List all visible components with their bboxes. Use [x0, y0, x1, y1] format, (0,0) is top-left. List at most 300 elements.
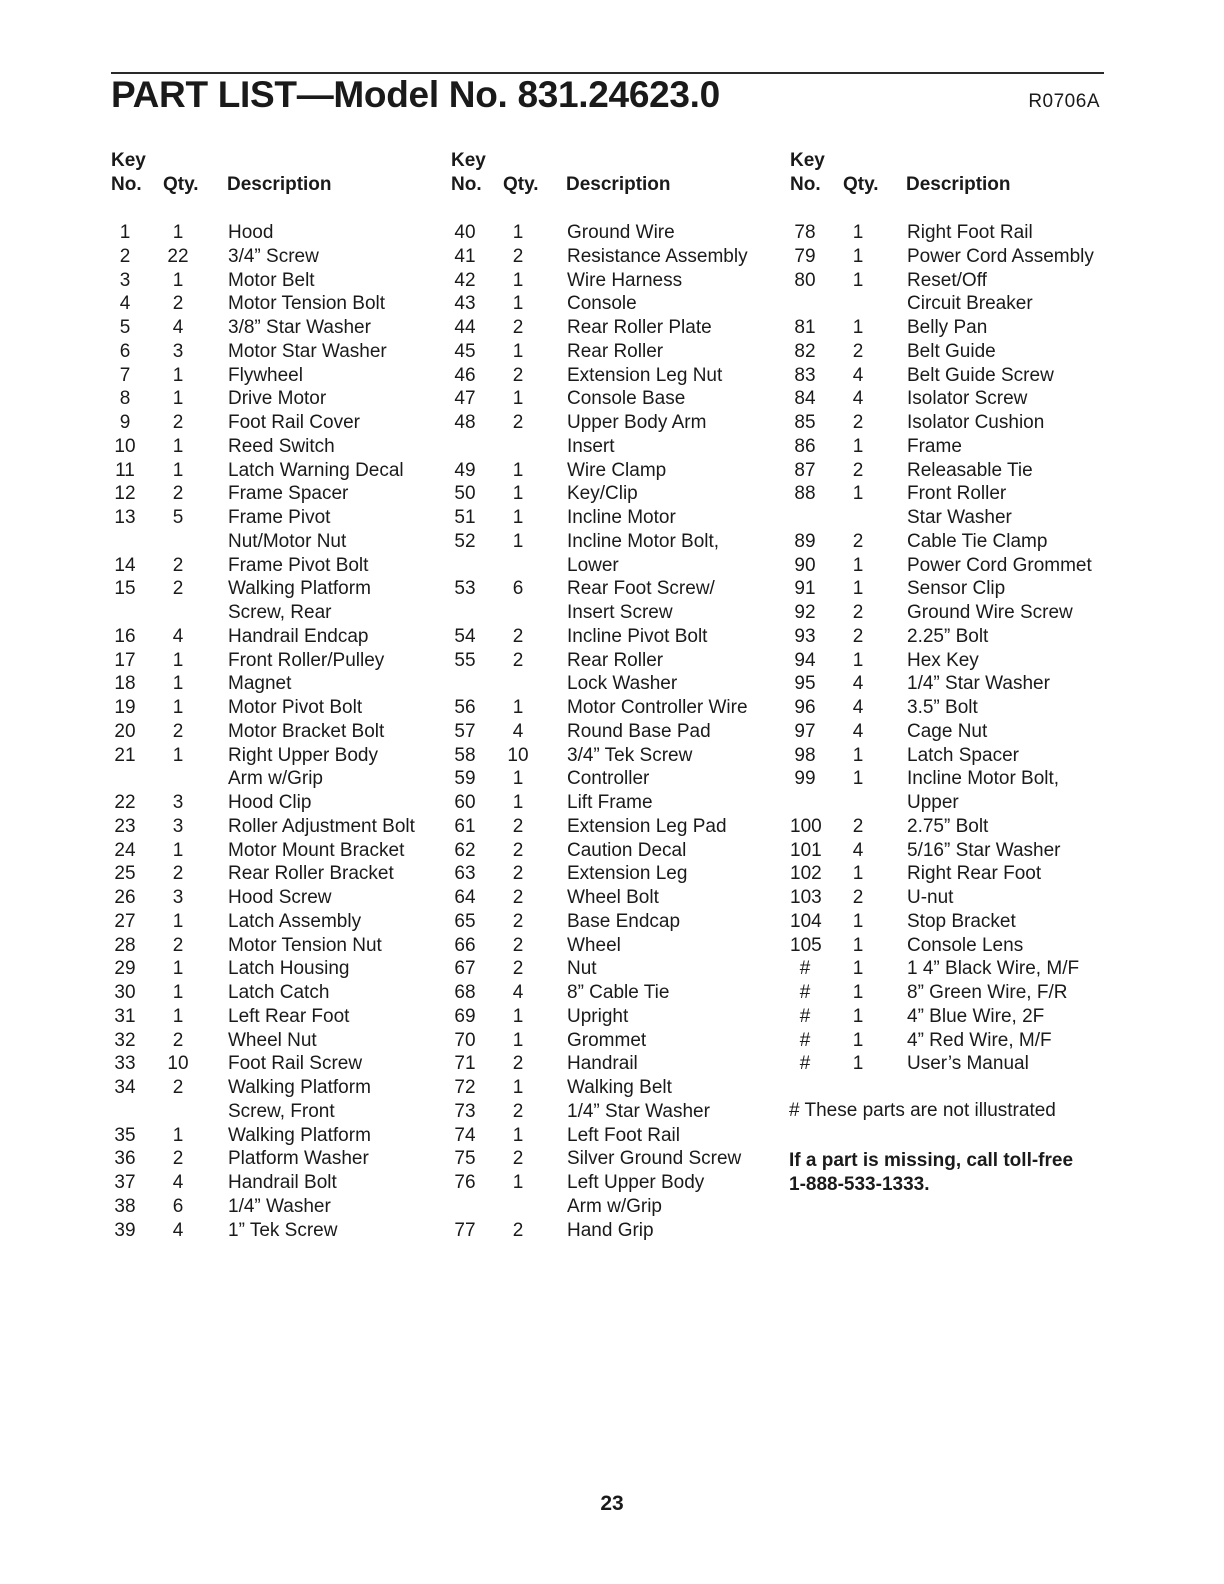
part-description: Hex Key — [907, 649, 979, 671]
key-number: 77 — [454, 1219, 476, 1241]
quantity: 1 — [512, 1172, 524, 1193]
header-key-top: Key — [111, 150, 146, 171]
part-description: Hood Clip — [228, 792, 312, 813]
part-description: Nut — [567, 958, 597, 980]
quantity: 1 — [512, 768, 524, 790]
part-description: Extension Leg Pad — [567, 815, 727, 837]
part-description: Frame Spacer — [228, 483, 349, 505]
quantity: 2 — [512, 934, 524, 956]
quantity: 2 — [512, 839, 524, 861]
key-number: 95 — [794, 673, 816, 695]
part-description: Belt Guide — [907, 340, 996, 362]
quantity: 4 — [852, 364, 864, 386]
part-description: Foot Rail Cover — [228, 412, 360, 433]
quantity: 1 — [852, 958, 864, 980]
part-description: Incline Motor Bolt, — [907, 768, 1060, 790]
part-description: Lock Washer — [567, 673, 678, 695]
key-number: 35 — [114, 1124, 136, 1146]
quantity: 1 — [512, 1077, 524, 1098]
key-number: 91 — [794, 578, 816, 600]
part-description: Motor Bracket Bolt — [228, 720, 385, 742]
quantity: 1 — [172, 958, 184, 980]
part-description: Roller Adjustment Bolt — [228, 815, 415, 837]
part-description: Cable Tie Clamp — [907, 530, 1048, 552]
part-description: Foot Rail Screw — [228, 1053, 363, 1075]
key-number: 27 — [114, 910, 136, 932]
header-description: Description — [906, 174, 1011, 195]
quantity: 1 — [172, 910, 184, 932]
key-number: 72 — [454, 1077, 476, 1098]
key-number: 29 — [114, 958, 136, 980]
quantity: 2 — [512, 863, 524, 885]
quantity: 4 — [172, 317, 184, 338]
part-description: 1/4” Star Washer — [907, 673, 1050, 695]
key-number: 78 — [794, 222, 816, 243]
key-number: 24 — [114, 839, 136, 861]
header-key-top: Key — [790, 150, 825, 171]
quantity: 1 — [512, 507, 524, 528]
part-description: Base Endcap — [567, 910, 681, 932]
part-description: Frame — [907, 435, 962, 457]
quantity: 6 — [172, 1195, 184, 1217]
key-number: 71 — [454, 1053, 476, 1075]
part-description: Latch Spacer — [907, 744, 1019, 766]
quantity: 1 — [852, 1029, 864, 1051]
quantity: 4 — [172, 625, 184, 647]
header-qty: Qty. — [843, 174, 879, 195]
quantity: 3 — [172, 792, 184, 813]
part-description: Insert — [567, 435, 615, 457]
key-number: 60 — [454, 792, 476, 813]
key-number: 69 — [454, 1005, 476, 1027]
key-number: 56 — [454, 697, 476, 718]
part-description: Extension Leg — [567, 863, 688, 885]
quantity: 1 — [172, 697, 184, 718]
part-description: Handrail Endcap — [228, 625, 369, 647]
key-number: 54 — [454, 625, 476, 647]
part-description: Belly Pan — [907, 317, 988, 338]
header-qty: Qty. — [503, 174, 539, 195]
key-number: 20 — [114, 720, 136, 742]
key-number: 68 — [454, 982, 476, 1003]
part-description: Console Base — [567, 388, 686, 410]
quantity: 10 — [507, 744, 529, 766]
header-key-no: No. — [451, 174, 482, 195]
key-number: 49 — [454, 459, 476, 481]
key-number: 99 — [794, 768, 816, 790]
quantity: 1 — [852, 910, 864, 932]
key-number: 79 — [794, 245, 816, 267]
key-number: 22 — [114, 792, 136, 813]
key-number: 48 — [454, 412, 476, 433]
quantity: 1 — [852, 744, 864, 766]
part-description: Console Lens — [907, 934, 1024, 956]
part-description: Cage Nut — [907, 720, 988, 742]
part-description: Hood Screw — [228, 887, 332, 908]
key-number: 18 — [114, 673, 136, 695]
key-number: 47 — [454, 388, 476, 410]
key-number: 8 — [119, 388, 131, 410]
key-number: 52 — [454, 530, 476, 552]
quantity: 4 — [852, 697, 864, 718]
key-number: 40 — [454, 222, 476, 243]
quantity: 1 — [512, 269, 524, 291]
quantity: 2 — [512, 1100, 524, 1122]
key-number: 26 — [114, 887, 136, 908]
part-description: Silver Ground Screw — [567, 1148, 742, 1170]
quantity: 1 — [172, 649, 184, 671]
page-number: 23 — [600, 1492, 624, 1515]
part-description: Belt Guide Screw — [907, 364, 1054, 386]
quantity: 2 — [852, 887, 864, 908]
key-number: 32 — [114, 1029, 136, 1051]
quantity: 2 — [512, 1053, 524, 1075]
quantity: 4 — [172, 1172, 184, 1193]
part-description: 5/16” Star Washer — [907, 839, 1061, 861]
part-description: Frame Pivot — [228, 507, 331, 528]
key-number: 41 — [454, 245, 476, 267]
key-number: 75 — [454, 1148, 476, 1170]
quantity: 10 — [167, 1053, 189, 1075]
part-description: 2.75” Bolt — [907, 815, 989, 837]
key-number: 7 — [119, 364, 131, 386]
part-description: Lift Frame — [567, 792, 653, 813]
part-description: 3/4” Screw — [228, 245, 319, 267]
part-description: Front Roller/Pulley — [228, 649, 385, 671]
quantity: 1 — [852, 1005, 864, 1027]
quantity: 1 — [172, 1124, 184, 1146]
key-number: 81 — [794, 317, 816, 338]
quantity: 4 — [852, 839, 864, 861]
key-number: 53 — [454, 578, 476, 600]
quantity: 2 — [172, 1148, 184, 1170]
part-description: Walking Belt — [567, 1077, 672, 1098]
quantity: 4 — [852, 673, 864, 695]
part-description: 1/4” Star Washer — [567, 1100, 710, 1122]
key-number: 61 — [454, 815, 476, 837]
part-description: Round Base Pad — [567, 720, 711, 742]
key-number: 2 — [119, 245, 131, 267]
key-number: 3 — [119, 269, 131, 291]
part-description: Motor Tension Nut — [228, 934, 382, 956]
quantity: 1 — [512, 1029, 524, 1051]
part-description: Console — [567, 293, 637, 315]
key-number: 85 — [794, 412, 816, 433]
part-description: Right Upper Body — [228, 744, 378, 766]
quantity: 2 — [172, 720, 184, 742]
quantity: 1 — [512, 222, 524, 243]
part-description: Upper Body Arm — [567, 412, 707, 433]
part-description: Wheel — [567, 934, 621, 956]
key-number: 19 — [114, 697, 136, 718]
key-number: 9 — [119, 412, 131, 433]
quantity: 2 — [852, 340, 864, 362]
part-description: 4” Blue Wire, 2F — [907, 1005, 1045, 1027]
quantity: 2 — [512, 910, 524, 932]
part-description: Hood — [228, 222, 274, 243]
key-number: 59 — [454, 768, 476, 790]
part-description: Screw, Front — [228, 1100, 335, 1122]
quantity: 2 — [172, 1029, 184, 1051]
quantity: 1 — [852, 649, 864, 671]
part-description: Motor Belt — [228, 269, 315, 291]
part-description: Power Cord Grommet — [907, 554, 1092, 576]
part-description: 1 4” Black Wire, M/F — [907, 958, 1080, 980]
quantity: 1 — [852, 982, 864, 1003]
quantity: 2 — [172, 293, 184, 315]
key-number: 39 — [114, 1219, 136, 1241]
part-description: Ground Wire Screw — [907, 602, 1073, 623]
key-number: 42 — [454, 269, 476, 291]
part-description: Star Washer — [907, 507, 1012, 528]
not-illustrated-note: # These parts are not illustrated — [789, 1100, 1056, 1121]
key-number: # — [799, 1029, 811, 1051]
part-description: Hand Grip — [567, 1219, 654, 1241]
part-description: 8” Cable Tie — [567, 982, 670, 1003]
part-description: 1/4” Washer — [228, 1195, 331, 1217]
part-description: Ground Wire — [567, 222, 675, 243]
quantity: 4 — [512, 720, 524, 742]
quantity: 4 — [172, 1219, 184, 1241]
part-description: Insert Screw — [567, 602, 673, 623]
quantity: 2 — [852, 530, 864, 552]
key-number: 65 — [454, 910, 476, 932]
key-number: 64 — [454, 887, 476, 908]
part-description: Sensor Clip — [907, 578, 1006, 600]
quantity: 2 — [172, 934, 184, 956]
part-description: Reed Switch — [228, 435, 335, 457]
key-number: # — [799, 982, 811, 1003]
key-number: 62 — [454, 839, 476, 861]
part-description: User’s Manual — [907, 1053, 1029, 1075]
key-number: 12 — [114, 483, 136, 505]
key-number: 98 — [794, 744, 816, 766]
part-description: Upper — [907, 792, 959, 813]
key-number: # — [799, 958, 811, 980]
quantity: 2 — [852, 412, 864, 433]
part-description: Isolator Screw — [907, 388, 1028, 410]
quantity: 3 — [172, 887, 184, 908]
key-number: 66 — [454, 934, 476, 956]
quantity: 1 — [172, 269, 184, 291]
key-number: 4 — [119, 293, 131, 315]
quantity: 2 — [512, 815, 524, 837]
part-description: Front Roller — [907, 483, 1007, 505]
quantity: 1 — [512, 293, 524, 315]
quantity: 2 — [512, 317, 524, 338]
part-description: Magnet — [228, 673, 292, 695]
key-number: 13 — [114, 507, 136, 528]
part-description: Stop Bracket — [907, 910, 1016, 932]
part-description: Rear Roller Plate — [567, 317, 712, 338]
quantity: 1 — [852, 554, 864, 576]
key-number: 89 — [794, 530, 816, 552]
part-description: Extension Leg Nut — [567, 364, 723, 386]
key-number: 70 — [454, 1029, 476, 1051]
part-description: Wheel Nut — [228, 1029, 317, 1051]
part-description: Grommet — [567, 1029, 647, 1051]
part-description: Wheel Bolt — [567, 887, 659, 908]
key-number: 36 — [114, 1148, 136, 1170]
part-description: Walking Platform — [228, 1077, 371, 1098]
part-description: Motor Pivot Bolt — [228, 697, 363, 718]
quantity: 1 — [172, 839, 184, 861]
key-number: 58 — [454, 744, 476, 766]
key-number: 105 — [790, 934, 822, 956]
quantity: 1 — [512, 1005, 524, 1027]
quantity: 2 — [512, 364, 524, 386]
quantity: 1 — [512, 388, 524, 410]
key-number: 73 — [454, 1100, 476, 1122]
header-description: Description — [227, 174, 332, 195]
part-description: Incline Motor Bolt, — [567, 530, 720, 552]
key-number: 1 — [119, 222, 131, 243]
quantity: 1 — [172, 222, 184, 243]
part-description: Rear Foot Screw/ — [567, 578, 715, 600]
key-number: 44 — [454, 317, 476, 338]
part-description: Walking Platform — [228, 1124, 371, 1146]
part-description: Motor Controller Wire — [567, 697, 748, 718]
quantity: 1 — [852, 1053, 864, 1075]
quantity: 1 — [512, 459, 524, 481]
key-number: 46 — [454, 364, 476, 386]
key-number: 34 — [114, 1077, 136, 1098]
quantity: 2 — [512, 887, 524, 908]
part-description: Circuit Breaker — [907, 293, 1033, 315]
key-number: 51 — [454, 507, 476, 528]
part-description: Lower — [567, 554, 619, 576]
part-description: Drive Motor — [228, 388, 327, 410]
quantity: 1 — [852, 435, 864, 457]
document-code: R0706A — [1028, 91, 1100, 112]
part-description: Latch Housing — [228, 958, 350, 980]
part-description: Rear Roller — [567, 649, 664, 671]
key-number: 50 — [454, 483, 476, 505]
quantity: 22 — [167, 245, 189, 267]
key-number: 100 — [790, 815, 822, 837]
quantity: 1 — [172, 982, 184, 1003]
quantity: 1 — [852, 863, 864, 885]
quantity: 1 — [852, 317, 864, 338]
part-description: Latch Assembly — [228, 910, 362, 932]
part-description: 3/4” Tek Screw — [567, 744, 693, 766]
quantity: 2 — [172, 554, 184, 576]
quantity: 1 — [172, 744, 184, 766]
key-number: 23 — [114, 815, 136, 837]
quantity: 3 — [172, 815, 184, 837]
quantity: 2 — [852, 625, 864, 647]
quantity: 1 — [852, 483, 864, 505]
quantity: 1 — [512, 483, 524, 505]
part-description: Isolator Cushion — [907, 412, 1045, 433]
key-number: 86 — [794, 435, 816, 457]
key-number: # — [799, 1005, 811, 1027]
header-key-top: Key — [451, 150, 486, 171]
quantity: 2 — [172, 1077, 184, 1098]
key-number: 102 — [790, 863, 822, 885]
quantity: 1 — [172, 388, 184, 410]
part-description: Left Foot Rail — [567, 1124, 680, 1146]
key-number: 17 — [114, 649, 136, 671]
key-number: 55 — [454, 649, 476, 671]
quantity: 1 — [172, 673, 184, 695]
key-number: 63 — [454, 863, 476, 885]
key-number: 96 — [794, 697, 816, 718]
quantity: 1 — [172, 364, 184, 386]
quantity: 2 — [512, 649, 524, 671]
quantity: 4 — [512, 982, 524, 1003]
part-description: Resistance Assembly — [567, 245, 748, 267]
part-description: Flywheel — [228, 364, 303, 386]
toll-free-number: 1-888-533-1333. — [789, 1173, 930, 1195]
key-number: 11 — [115, 459, 135, 481]
key-number: 16 — [114, 625, 136, 647]
quantity: 1 — [512, 530, 524, 552]
header-description: Description — [566, 174, 671, 195]
quantity: 4 — [852, 388, 864, 410]
part-description: Upright — [567, 1005, 629, 1027]
part-description: 4” Red Wire, M/F — [907, 1029, 1052, 1051]
quantity: 2 — [172, 412, 184, 433]
part-description: Platform Washer — [228, 1148, 369, 1170]
header-key-no: No. — [790, 174, 821, 195]
part-description: Latch Catch — [228, 982, 330, 1003]
key-number: 10 — [114, 435, 136, 457]
key-number: 38 — [114, 1195, 136, 1217]
part-description: Rear Roller — [567, 340, 664, 362]
quantity: 1 — [852, 578, 864, 600]
quantity: 1 — [172, 435, 184, 457]
quantity: 2 — [512, 1219, 524, 1241]
part-description: Arm w/Grip — [567, 1195, 662, 1217]
part-description: Screw, Rear — [228, 602, 332, 623]
key-number: 31 — [114, 1005, 136, 1027]
key-number: 80 — [794, 269, 816, 291]
quantity: 2 — [512, 625, 524, 647]
part-description: Motor Tension Bolt — [228, 293, 386, 315]
part-description: Nut/Motor Nut — [228, 530, 347, 552]
part-description: Frame Pivot Bolt — [228, 554, 369, 576]
quantity: 2 — [172, 863, 184, 885]
part-description: Incline Motor — [567, 507, 676, 528]
missing-part-text: If a part is missing, call toll-free — [789, 1150, 1074, 1171]
part-description: Wire Clamp — [567, 459, 667, 481]
quantity: 3 — [172, 340, 184, 362]
key-number: 94 — [794, 649, 816, 671]
part-description: 3.5” Bolt — [907, 697, 978, 718]
part-description: Releasable Tie — [907, 459, 1033, 481]
key-number: 101 — [790, 839, 822, 861]
key-number: 90 — [794, 554, 816, 576]
page-title: PART LIST—Model No. 831.24623.0 — [111, 74, 720, 115]
key-number: 30 — [114, 982, 136, 1003]
part-description: 3/8” Star Washer — [228, 317, 371, 338]
quantity: 1 — [852, 768, 864, 790]
part-description: Left Rear Foot — [228, 1005, 350, 1027]
quantity: 4 — [852, 720, 864, 742]
key-number: 5 — [119, 317, 131, 338]
part-description: Wire Harness — [567, 269, 683, 291]
key-number: 57 — [454, 720, 476, 742]
quantity: 2 — [852, 815, 864, 837]
header-qty: Qty. — [163, 174, 199, 195]
key-number: 74 — [454, 1124, 476, 1146]
quantity: 1 — [852, 222, 864, 243]
key-number: 25 — [114, 863, 136, 885]
key-number: 15 — [114, 578, 136, 600]
key-number: 83 — [794, 364, 816, 386]
part-description: Left Upper Body — [567, 1172, 705, 1193]
